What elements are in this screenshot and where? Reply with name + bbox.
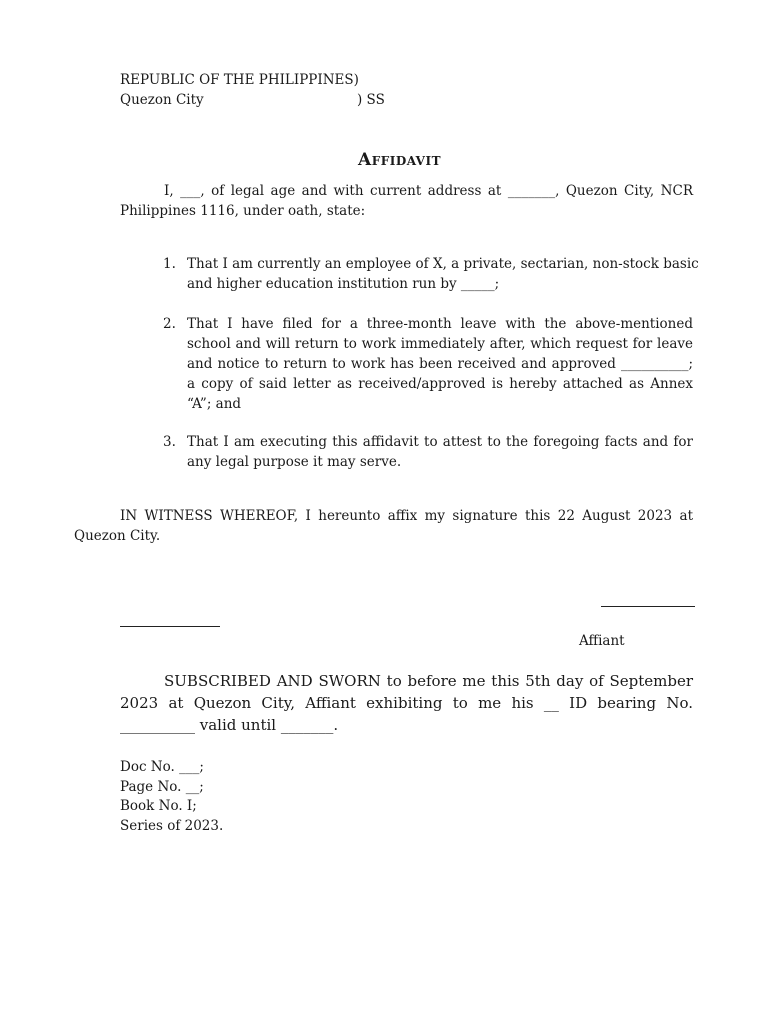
doc-no: Doc No. ___; [120, 759, 204, 775]
jurat-line-3: __________ valid until _______. [120, 716, 339, 734]
intro-line-1-block [120, 181, 693, 201]
item-3-number: 3. [163, 434, 176, 450]
intro-line-1: I, ___, of legal age and with current address at _______, Quezon City, NCR [164, 183, 693, 199]
page-no: Page No. __; [120, 779, 204, 795]
item-1-line-1: That I am currently an employee of X, a private, sectarian, non-stock basic [187, 256, 699, 272]
affiant-label: Affiant [579, 633, 625, 649]
series: Series of 2023. [120, 818, 224, 834]
item-1-number: 1. [163, 256, 176, 272]
item-1-text [187, 254, 699, 294]
item-2-line-1: That I have filed for a three-month leave with the above-mentioned [187, 316, 693, 332]
left-signature-line [120, 626, 220, 627]
item-2-line-2: school and will return to work immediately after, which request for leave [187, 336, 693, 352]
item-2-line-5: “A”; and [187, 396, 242, 412]
item-3-line-1: That I am executing this affidavit to attest to the foregoing facts and for [187, 434, 693, 450]
witness-line-1-block [74, 506, 693, 526]
item-2-number: 2. [163, 316, 176, 332]
intro-line-2: Philippines 1116, under oath, state: [120, 203, 366, 219]
header-city: Quezon City [120, 92, 204, 108]
jurat-block [120, 670, 693, 736]
witness-line-2: Quezon City. [74, 528, 161, 544]
item-3-line-2: any legal purpose it may serve. [187, 454, 402, 470]
book-no: Book No. I; [120, 798, 197, 814]
item-3-text [187, 432, 693, 472]
item-2-text [187, 314, 693, 414]
jurat-line-1: SUBSCRIBED AND SWORN to before me this 5th day of September [164, 672, 693, 690]
item-2-line-3: and notice to return to work has been received and approved __________; [187, 356, 693, 372]
document-title: Affidavit [358, 150, 442, 170]
affiant-signature-line [601, 606, 695, 607]
item-2-line-4: a copy of said letter as received/approved is hereby attached as Annex [187, 376, 693, 392]
header-ss: ) SS [357, 92, 385, 108]
jurat-line-2: 2023 at Quezon City, Affiant exhibiting to me his __ ID bearing No. [120, 694, 693, 712]
witness-line-1: IN WITNESS WHEREOF, I hereunto affix my signature this 22 August 2023 at [120, 508, 693, 524]
header-republic: REPUBLIC OF THE PHILIPPINES) [120, 72, 359, 88]
item-1-line-2: and higher education institution run by _____; [187, 276, 500, 292]
